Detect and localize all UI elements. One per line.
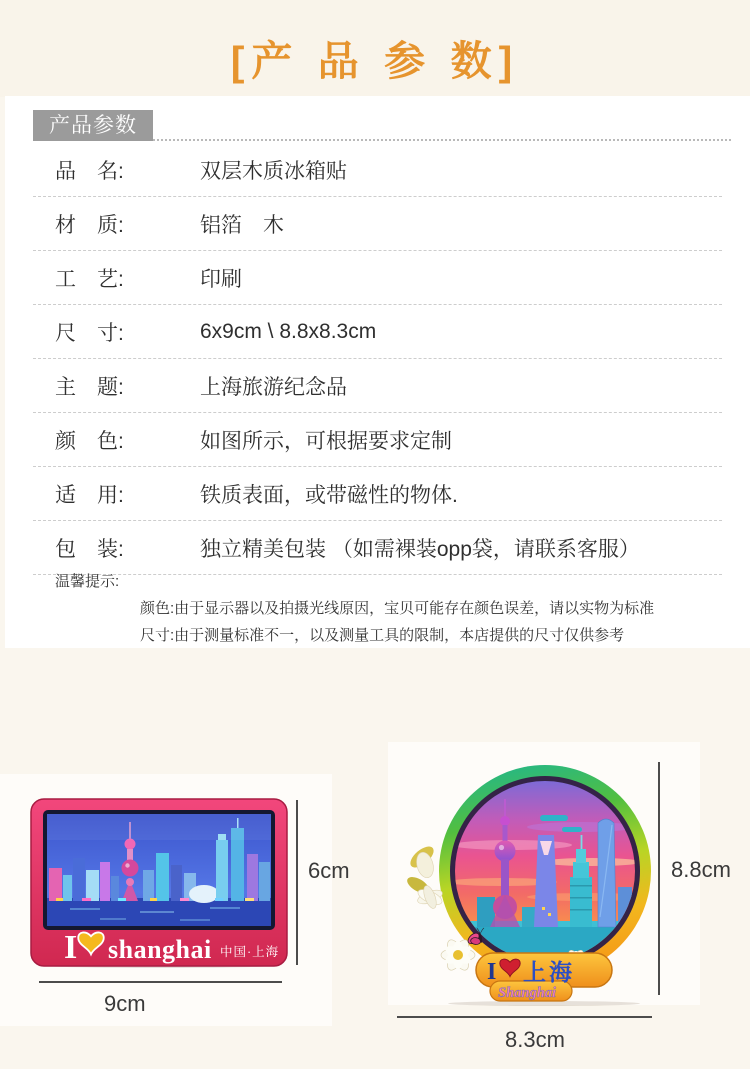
photo-shadow [448, 1001, 640, 1006]
spec-label: 尺 寸: [55, 321, 124, 345]
banner-text-shanghai-cn: 上海 [523, 959, 575, 985]
spec-label: 材 质: [55, 213, 124, 237]
shanghai-night-skyline [47, 814, 271, 926]
product-photo-right [392, 757, 672, 1007]
spec-row-color [33, 413, 722, 467]
spec-value: 独立精美包装 （如需裸装opp袋，请联系客服） [200, 537, 640, 561]
dimension-line-right-height [658, 762, 660, 995]
spec-value: 铝箔 木 [200, 213, 284, 237]
tips-line-color: 颜色:由于显示器以及拍摄光线原因，宝贝可能存在颜色误差，请以实物为标准 [140, 600, 655, 617]
spec-label: 主 题: [55, 375, 124, 399]
magnet-text-i: I [64, 929, 78, 966]
dimension-line-right-width [397, 1016, 652, 1018]
content-card [5, 96, 750, 648]
banner-text-i: I [487, 959, 497, 985]
magnet-text-china-shanghai: 中国·上海 [220, 945, 280, 959]
spec-row-size [33, 305, 722, 359]
spec-value: 6x9cm \ 8.8x8.3cm [200, 319, 377, 343]
dimension-label-8-3cm: 8.3cm [505, 1027, 565, 1052]
spec-value: 铁质表面，或带磁性的物体. [200, 483, 458, 507]
magnet-text-shanghai: shanghai [108, 935, 212, 964]
dimension-label-6cm: 6cm [308, 858, 350, 883]
banner-text-shanghai-en: Shanghai [498, 985, 557, 1001]
spec-label: 颜 色: [55, 429, 124, 453]
spec-row-theme [33, 359, 722, 413]
spec-value: 如图所示，可根据要求定制 [200, 429, 452, 453]
spec-label: 适 用: [55, 483, 124, 507]
dimension-line-left-width [39, 981, 282, 983]
spec-row-craft [33, 251, 722, 305]
section-badge: 产品参数 [33, 110, 153, 141]
jinmao-tower [570, 877, 592, 927]
top-banner [0, 0, 750, 97]
spec-row-name [33, 143, 722, 197]
spec-row-package [33, 521, 722, 575]
spec-value: 双层木质冰箱贴 [200, 159, 347, 183]
dimension-label-8-8cm: 8.8cm [671, 857, 731, 882]
badge-dotted-line [153, 139, 731, 141]
warm-tips [55, 570, 725, 645]
spec-label: 工 艺: [55, 267, 124, 291]
magnet-round-banner [476, 953, 612, 1001]
pearl-tower [504, 799, 506, 817]
spec-row-material [33, 197, 722, 251]
spec-row-usage [33, 467, 722, 521]
dimension-line-left-height [296, 800, 298, 965]
tips-line-size: 尺寸:由于测量标准不一，以及测量工具的限制，本店提供的尺寸仅供参考 [140, 627, 625, 644]
tips-title: 温馨提示: [55, 573, 120, 590]
page-title: [产 品 参 数] [230, 38, 520, 84]
spec-label: 包 装: [55, 537, 124, 561]
spec-value: 上海旅游纪念品 [200, 375, 347, 399]
spec-table [33, 143, 722, 575]
product-photo-left [30, 798, 288, 968]
dimension-label-9cm: 9cm [104, 991, 146, 1016]
spec-value: 印刷 [200, 267, 242, 291]
spec-label: 品 名: [55, 159, 124, 183]
